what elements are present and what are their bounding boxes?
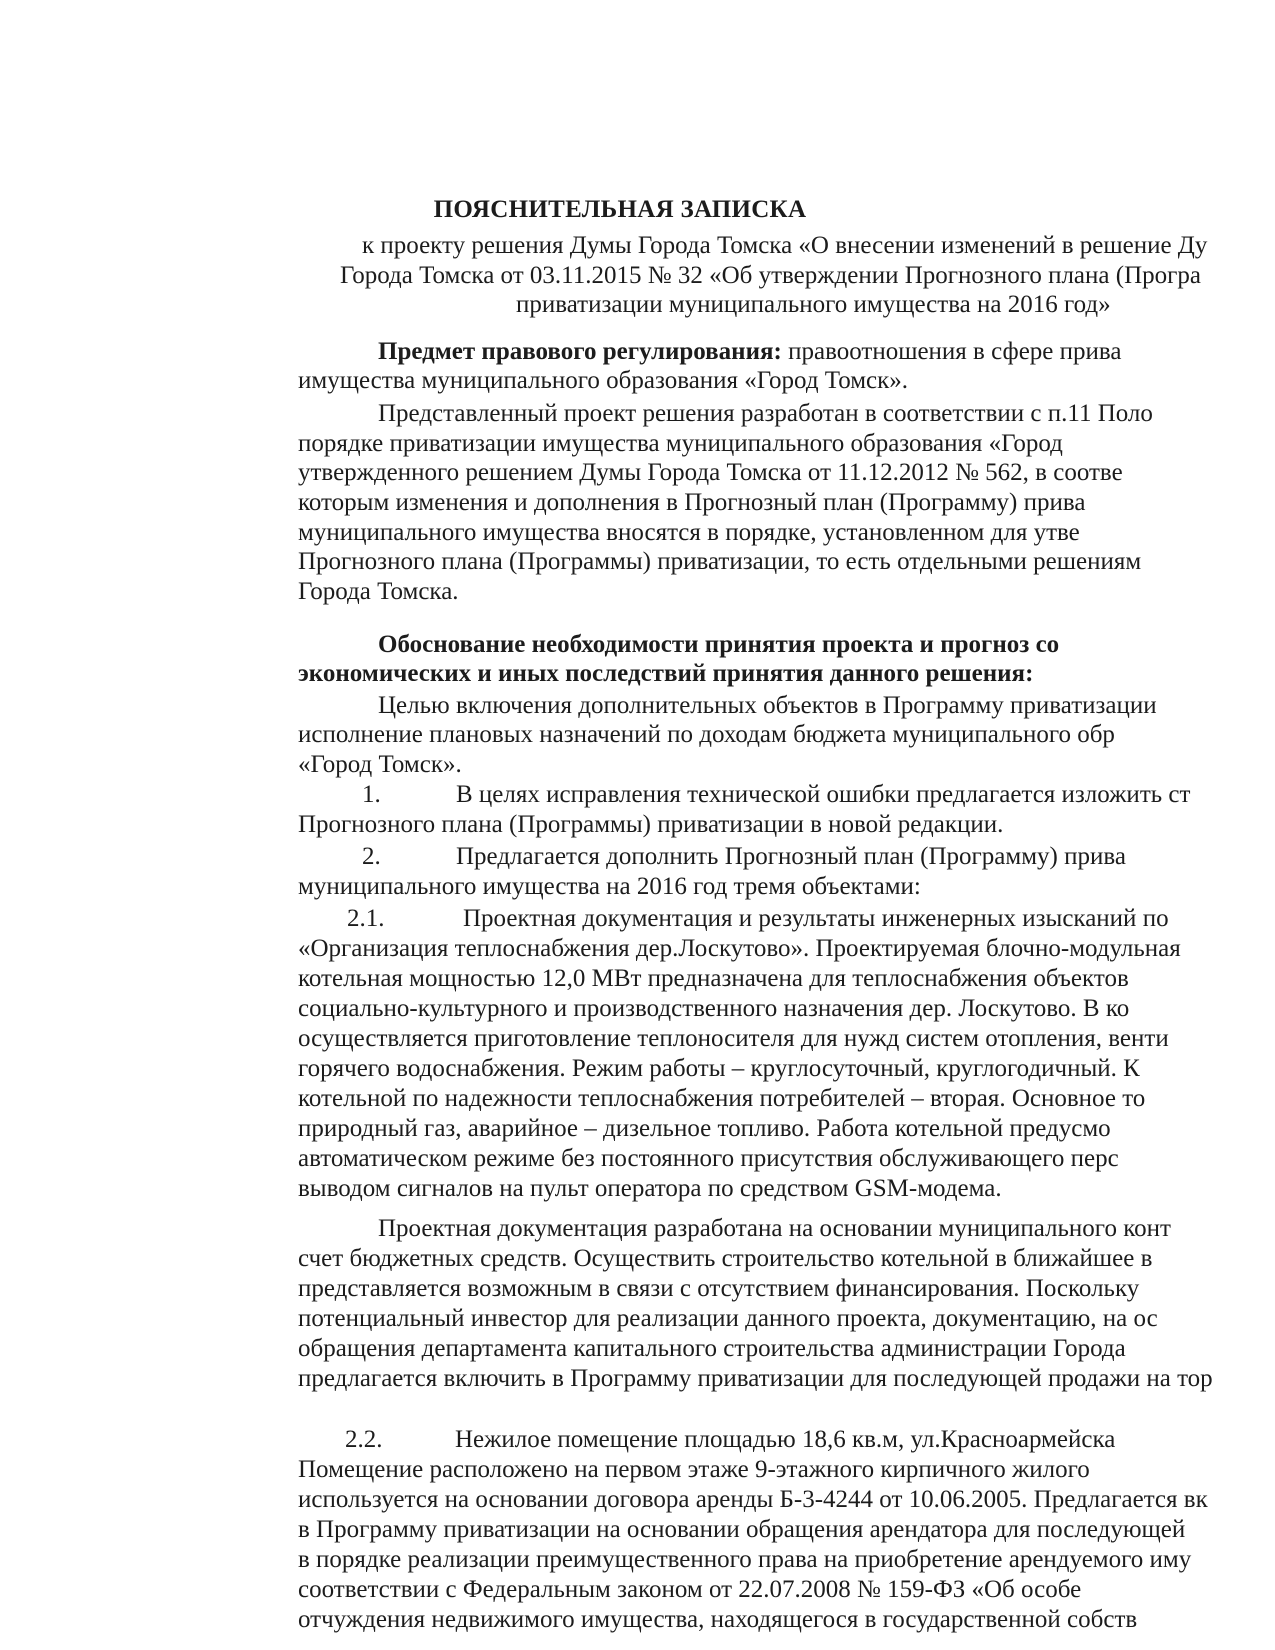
- item2-line-1: Предлагается дополнить Прогнозный план (Программу) прива: [456, 843, 1126, 870]
- subtitle-line-3: приватизации муниципального имущества на 2016 год»: [516, 291, 1111, 318]
- para2-line-2: исполнение плановых назначений по доходам бюджета муниципального обр: [298, 721, 1115, 748]
- subject-line-2: имущества муниципального образования «Город Томск».: [298, 367, 909, 394]
- item21-line-9: автоматическом режиме без постоянного присутствия обслуживающего перс: [298, 1145, 1119, 1172]
- rationale-line-2: экономических и иных последствий принятия данного решения:: [298, 660, 1034, 687]
- item2-number: 2.: [362, 843, 381, 870]
- subject-text: правоотношения в сфере прива: [788, 338, 1122, 365]
- para2-line-1: Целью включения дополнительных объектов в Программу приватизации: [378, 692, 1157, 719]
- para1-line-7: Города Томска.: [298, 578, 459, 605]
- item21-line-4: социально-культурного и производственного назначения дер. Лоскутово. В ко: [298, 995, 1130, 1022]
- item21-line-3: котельная мощностью 12,0 МВт предназначена для теплоснабжения объектов: [298, 965, 1129, 992]
- para3-line-5: обращения департамента капитального строительства администрации Города: [298, 1335, 1126, 1362]
- para3-line-3: представляется возможным в связи с отсутствием финансирования. Поскольку: [298, 1275, 1140, 1302]
- item22-number: 2.2.: [345, 1426, 383, 1453]
- para3-line-4: потенциальный инвестор для реализации данного проекта, документацию, на ос: [298, 1305, 1158, 1332]
- subtitle-line-2: Города Томска от 03.11.2015 № 32 «Об утверждении Прогнозного плана (Програ: [340, 262, 1201, 289]
- item21-line-8: природный газ, аварийное – дизельное топливо. Работа котельной предусмо: [298, 1115, 1111, 1142]
- subject-line-1: [378, 337, 1121, 367]
- para1-line-6: Прогнозного плана (Программы) приватизации, то есть отдельными решениям: [298, 548, 1142, 575]
- item22-line-3: используется на основании договора аренды Б-3-4244 от 10.06.2005. Предлагается вк: [298, 1486, 1208, 1513]
- item22-line-7: отчуждения недвижимого имущества, находящегося в государственной собств: [298, 1606, 1138, 1633]
- item21-number: 2.1.: [347, 905, 385, 932]
- para3-line-6: предлагается включить в Программу приватизации для последующей продажи на тор: [298, 1365, 1213, 1392]
- para1-line-1: Представленный проект решения разработан в соответствии с п.11 Поло: [378, 400, 1153, 427]
- para1-line-5: муниципального имущества вносятся в порядке, установленном для утве: [298, 519, 1080, 546]
- para1-line-2: порядке приватизации имущества муниципального образования «Город: [298, 430, 1063, 457]
- item22-line-6: соответствии с Федеральным законом от 22.07.2008 № 159-ФЗ «Об особе: [298, 1576, 1082, 1603]
- item22-line-5: в порядке реализации преимущественного права на приобретение арендуемого иму: [298, 1546, 1192, 1573]
- item21-line-7: котельной по надежности теплоснабжения потребителей – вторая. Основное то: [298, 1085, 1146, 1112]
- item21-line-1: Проектная документация и результаты инженерных изысканий по: [463, 905, 1169, 932]
- document-title: ПОЯСНИТЕЛЬНАЯ ЗАПИСКА: [433, 196, 807, 223]
- item21-line-6: горячего водоснабжения. Режим работы – круглосуточный, круглогодичный. К: [298, 1055, 1140, 1082]
- rationale-line-1: Обоснование необходимости принятия проекта и прогноз со: [378, 631, 1060, 658]
- item21-line-2: «Организация теплоснабжения дер.Лоскутово». Проектируемая блочно-модульная: [298, 935, 1181, 962]
- item1-line-2: Прогнозного плана (Программы) приватизации в новой редакции.: [298, 811, 1004, 838]
- para3-line-2: счет бюджетных средств. Осуществить строительство котельной в ближайшее в: [298, 1245, 1153, 1272]
- item21-line-10: выводом сигналов на пульт оператора по средством GSM-модема.: [298, 1175, 1002, 1202]
- para2-line-3: «Город Томск».: [298, 751, 462, 778]
- item22-line-1: Нежилое помещение площадью 18,6 кв.м, ул.Красноармейска: [455, 1426, 1116, 1453]
- item1-number: 1.: [362, 781, 381, 808]
- para3-line-1: Проектная документация разработана на основании муниципального конт: [378, 1215, 1171, 1242]
- subtitle-line-1: к проекту решения Думы Города Томска «О внесении изменений в решение Ду: [362, 232, 1208, 259]
- item21-line-5: осуществляется приготовление теплоносителя для нужд систем отопления, венти: [298, 1025, 1169, 1052]
- subject-label: Предмет правового регулирования:: [378, 338, 782, 365]
- item1-line-1: В целях исправления технической ошибки предлагается изложить ст: [456, 781, 1191, 808]
- item22-line-2: Помещение расположено на первом этаже 9-этажного кирпичного жилого: [298, 1456, 1090, 1483]
- item2-line-2: муниципального имущества на 2016 год тремя объектами:: [298, 873, 921, 900]
- item22-line-4: в Программу приватизации на основании обращения арендатора для последующей: [298, 1516, 1186, 1543]
- para1-line-3: утвержденного решением Думы Города Томска от 11.12.2012 № 562, в соотве: [298, 459, 1123, 486]
- para1-line-4: которым изменения и дополнения в Прогнозный план (Программу) прива: [298, 489, 1086, 516]
